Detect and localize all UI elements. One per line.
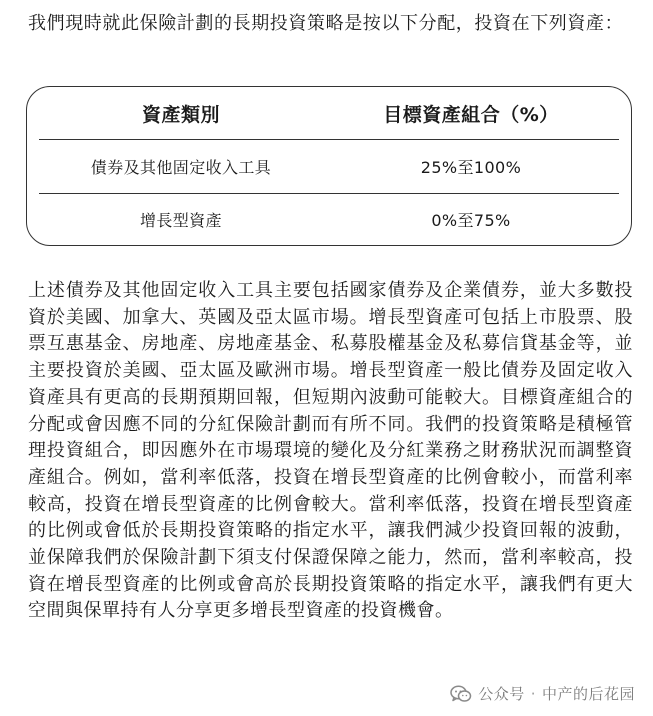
wechat-icon <box>450 685 472 703</box>
row-asset-category: 債券及其他固定收入工具 <box>90 158 272 177</box>
table-row <box>39 140 619 193</box>
row-target-allocation: 0%至75% <box>431 211 511 230</box>
row-asset-category: 增長型資產 <box>139 211 222 230</box>
row-target-allocation: 25%至100% <box>420 158 522 177</box>
asset-allocation-table <box>26 86 632 246</box>
header-target-allocation: 目標資產組合（%） <box>383 103 559 126</box>
watermark <box>450 683 635 704</box>
header-asset-category: 資產類別 <box>141 103 220 126</box>
body-paragraph: 上述債券及其他固定收入工具主要包括國家債券及企業債券，並大多數投資於美國、加拿大、英國及亞太區市場。增長型資產可包括上市股票、股票互惠基金、房地產、房地產基金、私募股權基金及私募信貸基金等，並主要投資於美國、亞太區及歐洲市場。增長型資產一般比債券及固定收入資產具有更高的長期預期回報，但短期內波動可能較大。目標資產組合的分配或會因應不同的分紅保險計劃而有所不同。我們的投資策略是積極管理投資組合，即因應外在市場環境的變化及分紅業務之財務狀況而調整資產組合。例如，當利率低落，投資在增長型資產的比例會較小，而當利率較高，投資在增長型資產的比例會較大。當利率低落，投資在增長型資產的比例或會低於長期投資策略的指定水平，讓我們減少投資回報的波動，並保障我們於保險計劃下須支付保證保障之能力，然而，當利率較高，投資在增長型資產的比例或會高於長期投資策略的指定水平，讓我們有更大空間與保單持有人分享更多增長型資產的投資機會。 <box>28 280 633 622</box>
intro-paragraph: 我們現時就此保險計劃的長期投資策略是按以下分配，投資在下列資產： <box>28 13 624 34</box>
table-header-row <box>39 87 619 139</box>
table-row <box>39 194 619 245</box>
watermark-label: 公众号 <box>478 685 525 703</box>
watermark-separator: · <box>530 684 536 703</box>
watermark-account: 中产的后花园 <box>541 685 635 703</box>
